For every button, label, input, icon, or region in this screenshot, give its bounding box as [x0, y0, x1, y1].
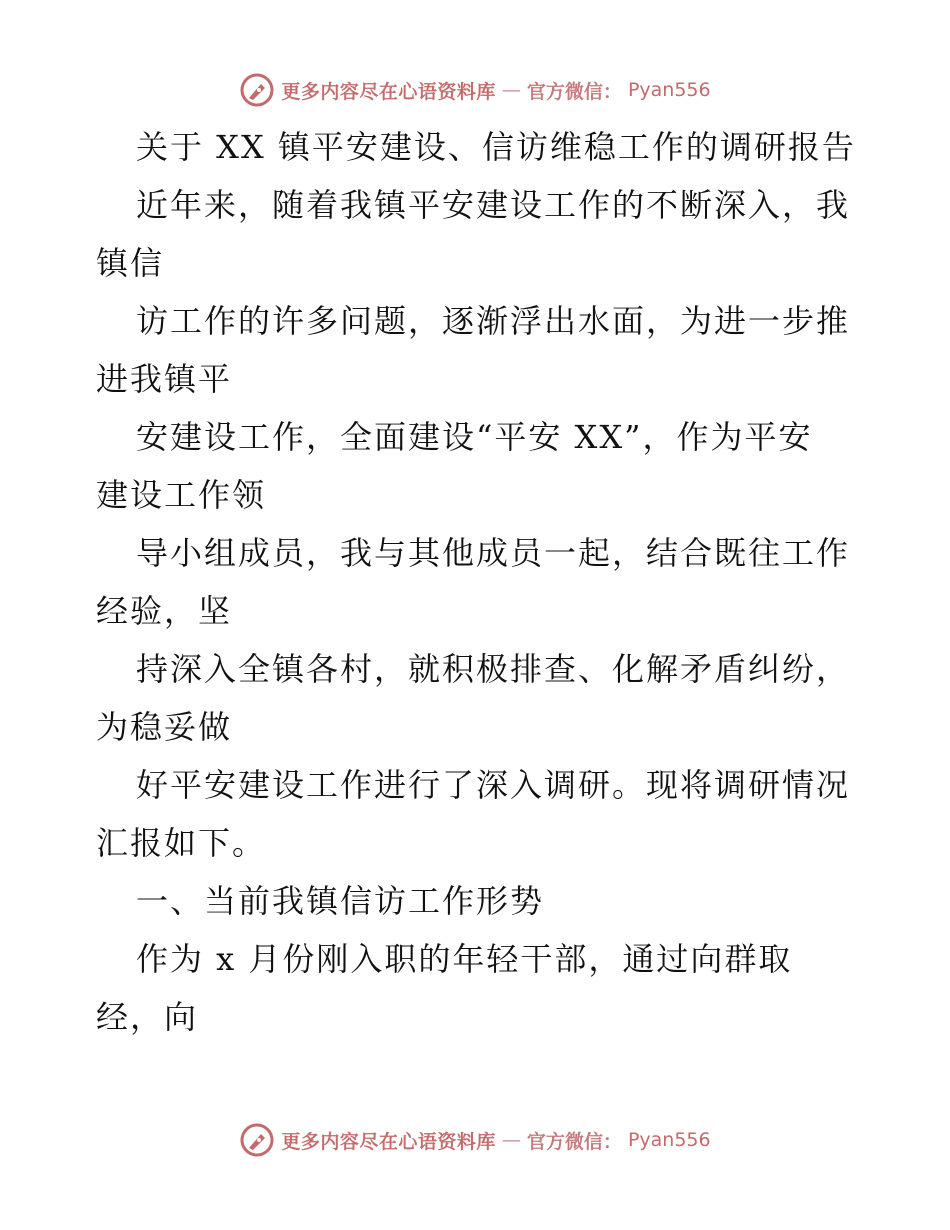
pen-nib-logo-icon [239, 72, 275, 108]
document-line: 安建设工作，全面建设“平安 XX”，作为平安 [136, 418, 813, 456]
document-line: 经验，坚 [96, 592, 233, 630]
document-line: 导小组成员，我与其他成员一起，结合既往工作 [136, 534, 851, 572]
header-banner [0, 70, 950, 110]
banner-wechat-label: 官方微信： [526, 1130, 622, 1153]
document-line: 进我镇平 [96, 360, 233, 398]
document-line: 持深入全镇各村，就积极排查、化解矛盾纠纷， [136, 650, 851, 688]
banner-main-text: 更多内容尽在心语资料库 [281, 1130, 496, 1153]
banner-main-text: 更多内容尽在心语资料库 [281, 80, 496, 103]
document-line: 镇信 [96, 244, 165, 282]
document-body [96, 118, 856, 1046]
document-line: 作为 x 月份刚入职的年轻干部，通过向群取 [136, 940, 793, 978]
document-line: 为稳妥做 [96, 708, 233, 746]
document-line: 经，向 [96, 998, 199, 1036]
banner-wechat-id: Pyan556 [627, 79, 711, 101]
banner-separator: — [501, 1129, 521, 1151]
banner-wechat-id: Pyan556 [627, 1129, 711, 1151]
banner-wechat-label: 官方微信： [526, 80, 622, 103]
pen-nib-logo-icon [239, 1122, 275, 1158]
footer-banner [0, 1120, 950, 1160]
banner-separator: — [501, 79, 521, 101]
document-line: 好平安建设工作进行了深入调研。现将调研情况 [136, 766, 851, 804]
document-line: 汇报如下。 [96, 824, 267, 862]
document-line: 访工作的许多问题，逐渐浮出水面，为进一步推 [136, 302, 851, 340]
document-line: 一、当前我镇信访工作形势 [136, 882, 545, 920]
document-line: 建设工作领 [96, 476, 267, 514]
document-line: 近年来，随着我镇平安建设工作的不断深入，我 [136, 186, 851, 224]
document-line: 关于 XX 镇平安建设、信访维稳工作的调研报告 [136, 128, 856, 166]
